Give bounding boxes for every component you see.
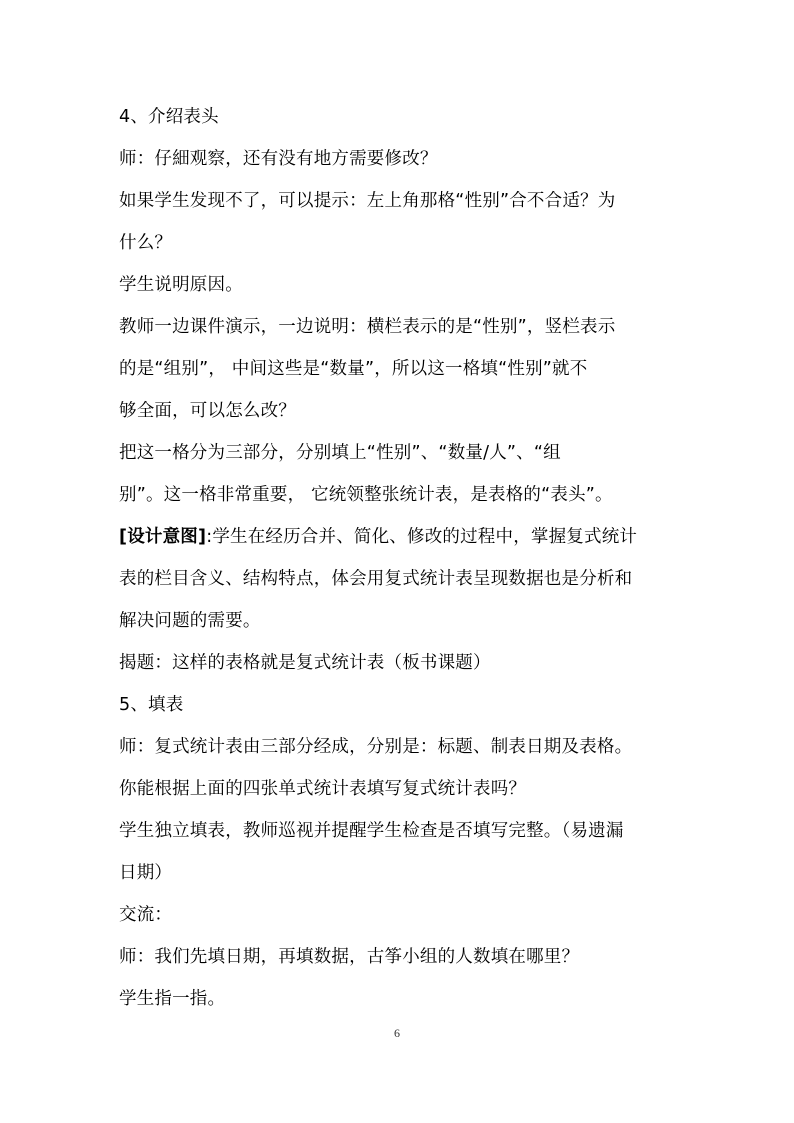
paragraph-line: 学生说明原因。 bbox=[119, 275, 243, 295]
paragraph-line: 学生指一指。 bbox=[119, 989, 226, 1009]
paragraph-line: 师：我们先填日期，再填数据，古筝小组的人数填在哪里？ bbox=[119, 947, 580, 967]
paragraph-line: 师：复式统计表由三部分经成，分别是：标题、制表日期及表格。 bbox=[119, 737, 633, 757]
paragraph-line: 揭题：这样的表格就是复式统计表（板书课题） bbox=[119, 653, 491, 673]
paragraph-line: 什么？ bbox=[119, 233, 173, 253]
paragraph-line: 学生独立填表，教师巡视并提醒学生检查是否填写完整。（易遗漏 bbox=[119, 821, 624, 841]
paragraph-line: 交流： bbox=[119, 905, 173, 925]
paragraph-line: 别”。这一格非常重要， 它统领整张统计表，是表格的“表头”。 bbox=[119, 485, 613, 505]
paragraph-line: 日期） bbox=[119, 863, 173, 883]
paragraph-line: 如果学生发现不了，可以提示：左上角那格“性别”合不合适？为 bbox=[119, 191, 616, 211]
design-intent-label: [设计意图] bbox=[119, 527, 207, 547]
paragraph-line: 的是“组别”， 中间这些是“数量”，所以这一格填“性别”就不 bbox=[119, 359, 588, 379]
design-intent-text: 学生在经历合并、简化、修改的过程中，掌握复式统计 bbox=[212, 527, 638, 547]
section-heading-4: 4、介绍表头 bbox=[119, 107, 219, 127]
paragraph-line: 把这一格分为三部分，分别填上“性别”、“数量/人”、“组 bbox=[119, 443, 561, 463]
section-heading-5: 5、填表 bbox=[119, 695, 184, 715]
paragraph-line: 你能根据上面的四张单式统计表填写复式统计表吗？ bbox=[119, 779, 527, 799]
paragraph-line: 教师一边课件演示，一边说明：横栏表示的是“性别”，竖栏表示 bbox=[119, 317, 616, 337]
design-intent-colon: : bbox=[206, 527, 213, 547]
paragraph-line: 够全面，可以怎么改？ bbox=[119, 401, 296, 421]
design-intent-line bbox=[119, 526, 679, 548]
page-number: 6 bbox=[394, 1026, 400, 1040]
paragraph-line: 师：仔細观察，还有没有地方需要修改？ bbox=[119, 149, 438, 169]
paragraph-line: 解决问题的需要。 bbox=[119, 611, 261, 631]
paragraph-line: 表的栏目含义、结构特点，体会用复式统计表呈现数据也是分析和 bbox=[119, 569, 633, 589]
